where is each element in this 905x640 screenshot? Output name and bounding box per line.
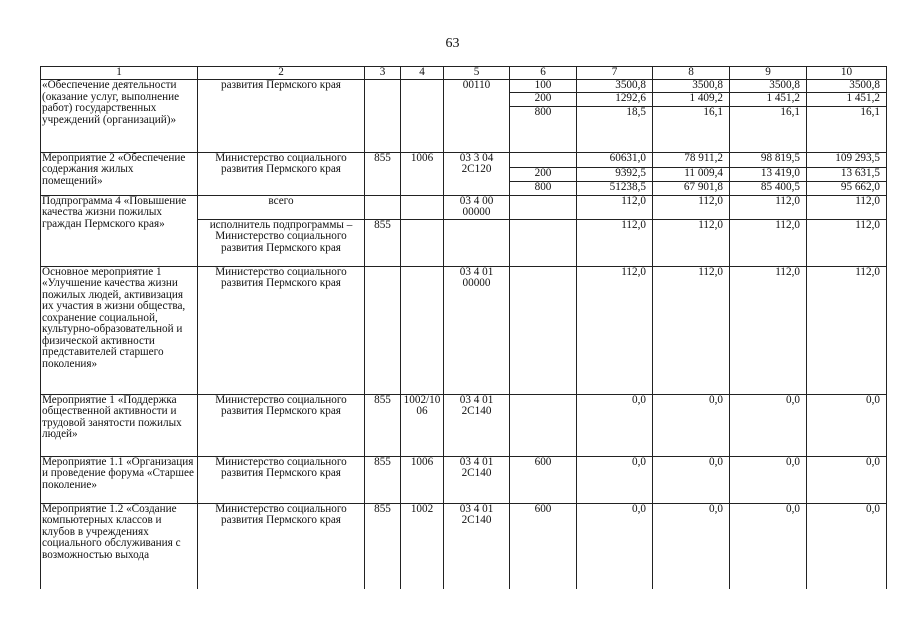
row-c3: 855: [365, 152, 401, 195]
header-cell-7: 7: [577, 67, 653, 80]
row-name: Мероприятие 2 «Обеспечение содержания жилых помещений»: [41, 152, 198, 195]
row-c4: 1006: [401, 456, 444, 503]
row-c9: 0,0: [730, 503, 807, 589]
row-c3: [365, 195, 401, 219]
row-c9: 13 419,0: [730, 167, 807, 181]
row-c9: 112,0: [730, 195, 807, 219]
header-cell-2: 2: [198, 67, 365, 80]
table-row: [41, 195, 887, 219]
row-c10: 95 662,0: [807, 181, 887, 195]
row-c8: 67 901,8: [653, 181, 730, 195]
row-c4: [401, 195, 444, 219]
row-c6: [510, 195, 577, 219]
row-c6: 200: [510, 167, 577, 181]
row-c7: 3500,8: [577, 80, 653, 93]
row-c3: [365, 266, 401, 394]
row-c6: [510, 152, 577, 167]
row-c9: 112,0: [730, 266, 807, 394]
row-executor: Министерство социального развития Пермского края: [198, 266, 365, 394]
row-name: Мероприятие 1.2 «Создание компьютерных классов и клубов в учреждениях социального обслуживания с возможностью выхода: [41, 503, 198, 589]
header-row: [41, 67, 887, 80]
row-c9: 98 819,5: [730, 152, 807, 167]
row-c7: 9392,5: [577, 167, 653, 181]
row-c8: 0,0: [653, 394, 730, 456]
row-c3: 855: [365, 219, 401, 266]
row-c6: 600: [510, 456, 577, 503]
row-code: 03 4 00 00000: [444, 195, 510, 219]
row-c8: 1 409,2: [653, 92, 730, 106]
row-c6: [510, 219, 577, 266]
row-executor: развития Пермского края: [198, 80, 365, 153]
header-cell-1: 1: [41, 67, 198, 80]
header-cell-4: 4: [401, 67, 444, 80]
row-c7: 112,0: [577, 266, 653, 394]
row-c10: 3500,8: [807, 80, 887, 93]
row-c10: 112,0: [807, 195, 887, 219]
row-c6: 800: [510, 106, 577, 152]
header-cell-5: 5: [444, 67, 510, 80]
row-c9: 0,0: [730, 456, 807, 503]
row-code: 00110: [444, 80, 510, 153]
row-c10: 109 293,5: [807, 152, 887, 167]
row-c10: 0,0: [807, 503, 887, 589]
row-name: Мероприятие 1 «Поддержка общественной активности и трудовой занятости пожилых людей»: [41, 394, 198, 456]
row-code: 03 4 01 2С140: [444, 503, 510, 589]
row-executor: Министерство социального развития Пермского края: [198, 394, 365, 456]
row-c3: [365, 80, 401, 153]
row-c7: 60631,0: [577, 152, 653, 167]
row-c3: 855: [365, 503, 401, 589]
row-c8: 78 911,2: [653, 152, 730, 167]
row-name: Подпрограмма 4 «Повышение качества жизни пожилых граждан Пермского края»: [41, 195, 198, 266]
row-executor: Министерство социального развития Пермского края: [198, 152, 365, 195]
table-row: [41, 266, 887, 394]
row-c8: 11 009,4: [653, 167, 730, 181]
row-c9: 16,1: [730, 106, 807, 152]
row-c6: 800: [510, 181, 577, 195]
row-c10: 13 631,5: [807, 167, 887, 181]
row-c7: 0,0: [577, 503, 653, 589]
row-executor: Министерство социального развития Пермского края: [198, 503, 365, 589]
row-c4: 1006: [401, 152, 444, 195]
row-c8: 0,0: [653, 503, 730, 589]
row-c10: 112,0: [807, 266, 887, 394]
row-c4: 1002/1006: [401, 394, 444, 456]
row-c6: 100: [510, 80, 577, 93]
row-c7: 112,0: [577, 219, 653, 266]
row-c10: 0,0: [807, 394, 887, 456]
row-c7: 18,5: [577, 106, 653, 152]
row-c8: 3500,8: [653, 80, 730, 93]
row-c8: 112,0: [653, 195, 730, 219]
row-code: 03 4 01 2С140: [444, 456, 510, 503]
row-name: «Обеспечение деятельности (оказание услуг, выполнение работ) государственных учреждений (организаций)»: [41, 80, 198, 153]
row-executor: исполнитель подпрограммы – Министерство социального развития Пермского края: [198, 219, 365, 266]
row-c6: [510, 394, 577, 456]
row-c9: 112,0: [730, 219, 807, 266]
row-c7: 0,0: [577, 456, 653, 503]
row-c3: 855: [365, 456, 401, 503]
row-c4: 1002: [401, 503, 444, 589]
row-c8: 16,1: [653, 106, 730, 152]
header-cell-8: 8: [653, 67, 730, 80]
header-cell-9: 9: [730, 67, 807, 80]
row-executor: всего: [198, 195, 365, 219]
row-executor: Министерство социального развития Пермского края: [198, 456, 365, 503]
row-name: Основное мероприятие 1 «Улучшение качества жизни пожилых людей, активизация их участия в жизни общества, сохранение социальной, культурно-образовательной и физической активности представителей старшего поколения»: [41, 266, 198, 394]
row-c8: 112,0: [653, 266, 730, 394]
header-cell-3: 3: [365, 67, 401, 80]
row-c6: 600: [510, 503, 577, 589]
table-row: [41, 152, 887, 167]
row-c6: [510, 266, 577, 394]
row-c3: 855: [365, 394, 401, 456]
page-number: 63: [445, 36, 460, 51]
row-c9: 3500,8: [730, 80, 807, 93]
row-c4: [401, 266, 444, 394]
table-row: [41, 503, 887, 589]
row-c4: [401, 219, 444, 266]
row-c8: 112,0: [653, 219, 730, 266]
table-row: [41, 394, 887, 456]
row-c7: 1292,6: [577, 92, 653, 106]
row-code: 03 3 04 2С120: [444, 152, 510, 195]
table-row: [41, 456, 887, 503]
row-c8: 0,0: [653, 456, 730, 503]
row-c10: 16,1: [807, 106, 887, 152]
row-c4: [401, 80, 444, 153]
row-c9: 0,0: [730, 394, 807, 456]
row-c9: 85 400,5: [730, 181, 807, 195]
row-c7: 0,0: [577, 394, 653, 456]
table-row: [41, 80, 887, 93]
header-cell-10: 10: [807, 67, 887, 80]
row-code: 03 4 01 2С140: [444, 394, 510, 456]
row-c10: 0,0: [807, 456, 887, 503]
row-code: [444, 219, 510, 266]
row-c10: 112,0: [807, 219, 887, 266]
row-c9: 1 451,2: [730, 92, 807, 106]
row-code: 03 4 01 00000: [444, 266, 510, 394]
row-name: Мероприятие 1.1 «Организация и проведение форума «Старшее поколение»: [41, 456, 198, 503]
header-cell-6: 6: [510, 67, 577, 80]
budget-table: [40, 66, 887, 589]
row-c10: 1 451,2: [807, 92, 887, 106]
row-c7: 51238,5: [577, 181, 653, 195]
row-c6: 200: [510, 92, 577, 106]
row-c7: 112,0: [577, 195, 653, 219]
